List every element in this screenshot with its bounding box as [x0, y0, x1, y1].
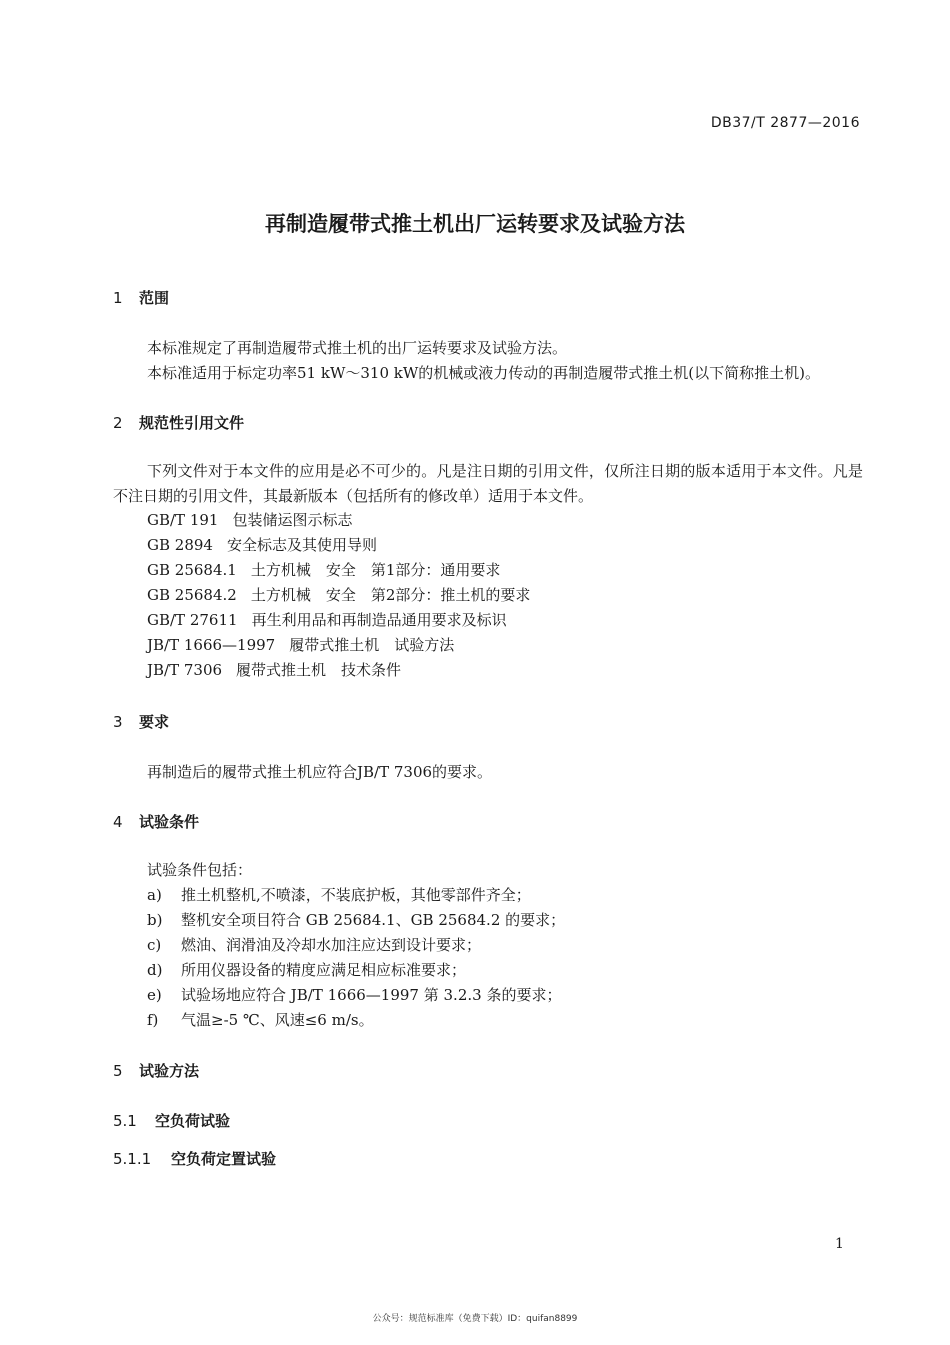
- reference-code: GB 25684.1: [147, 561, 237, 579]
- section-number: 4: [113, 813, 123, 831]
- reference-item: [147, 608, 530, 633]
- reference-code: GB/T 191: [147, 511, 219, 529]
- section-number: 1: [113, 289, 123, 307]
- section-5-1-1-heading: [113, 1148, 276, 1169]
- requirements-paragraph: 再制造后的履带式推土机应符合JB/T 7306的要求。: [147, 763, 493, 781]
- section-title: 要求: [139, 713, 170, 731]
- condition-text: 所用仪器设备的精度应满足相应标准要求；: [181, 961, 467, 979]
- section-title: 试验条件: [139, 813, 200, 831]
- reference-item: [147, 658, 530, 683]
- conditions-list: [147, 883, 565, 1033]
- reference-item: [147, 533, 530, 558]
- footer-note: 公众号：规范标准库（免费下载）ID：quifan8899: [372, 1314, 578, 1324]
- reference-item: [147, 633, 530, 658]
- reference-title: 包装储运图示标志: [232, 511, 353, 529]
- section-5-heading: [113, 1060, 199, 1081]
- reference-item: [147, 583, 530, 608]
- section-5-1-heading: [113, 1110, 230, 1131]
- scope-paragraph-2: 本标准适用于标定功率51 kW～310 kW的机械或液力传动的再制造履带式推土机(以下简称推土机)。: [147, 364, 820, 382]
- section-title: 空负荷试验: [155, 1112, 231, 1130]
- reference-code: JB/T 1666—1997: [147, 636, 276, 654]
- condition-item: [147, 908, 565, 933]
- condition-text: 整机安全项目符合 GB 25684.1、GB 25684.2 的要求；: [181, 911, 566, 929]
- reference-item: [147, 558, 530, 583]
- condition-marker: b): [147, 911, 163, 929]
- section-4-heading: [113, 811, 199, 832]
- reference-title: 土方机械 安全 第1部分：通用要求: [250, 561, 501, 579]
- section-title: 空负荷定置试验: [171, 1150, 277, 1168]
- reference-code: GB 25684.2: [147, 586, 237, 604]
- condition-marker: e): [147, 986, 162, 1004]
- standard-number: DB37/T 2877—2016: [710, 115, 860, 131]
- section-3-heading: [113, 711, 169, 732]
- reference-code: GB/T 27611: [147, 611, 238, 629]
- condition-marker: f): [147, 1011, 159, 1029]
- section-number: 2: [113, 414, 123, 432]
- reference-item: [147, 508, 530, 533]
- reference-title: 再生利用品和再制造品通用要求及标识: [251, 611, 507, 629]
- condition-marker: d): [147, 961, 163, 979]
- reference-title: 土方机械 安全 第2部分：推土机的要求: [250, 586, 531, 604]
- references-intro: 下列文件对于本文件的应用是必不可少的。凡是注日期的引用文件，仅所注日期的版本适用于本文件。凡是不注日期的引用文件，其最新版本（包括所有的修改单）适用于本文件。: [113, 462, 863, 505]
- section-title: 试验方法: [139, 1062, 200, 1080]
- conditions-intro: 试验条件包括：: [147, 861, 253, 879]
- scope-paragraph-1: 本标准规定了再制造履带式推土机的出厂运转要求及试验方法。: [147, 339, 568, 357]
- condition-item: [147, 1008, 565, 1033]
- condition-marker: a): [147, 886, 162, 904]
- section-number: 3: [113, 713, 123, 731]
- condition-marker: c): [147, 936, 162, 954]
- section-title: 范围: [139, 289, 170, 307]
- section-title: 规范性引用文件: [139, 414, 245, 432]
- section-number: 5.1: [113, 1112, 137, 1130]
- condition-item: [147, 933, 565, 958]
- section-1-heading: [113, 287, 169, 308]
- condition-item: [147, 958, 565, 983]
- reference-list: [147, 508, 530, 683]
- condition-text: 试验场地应符合 JB/T 1666—1997 第 3.2.3 条的要求；: [181, 986, 562, 1004]
- section-number: 5: [113, 1062, 123, 1080]
- reference-title: 安全标志及其使用导则: [226, 536, 377, 554]
- page-number: 1: [835, 1236, 844, 1252]
- document-title: 再制造履带式推土机出厂运转要求及试验方法: [265, 212, 685, 236]
- reference-title: 履带式推土机 技术条件: [236, 661, 402, 679]
- section-2-heading: [113, 412, 244, 433]
- reference-title: 履带式推土机 试验方法: [289, 636, 455, 654]
- condition-item: [147, 983, 565, 1008]
- condition-item: [147, 883, 565, 908]
- section-number: 5.1.1: [113, 1150, 152, 1168]
- condition-text: 气温≥-5 ℃、风速≤6 m/s。: [181, 1011, 374, 1029]
- reference-code: GB 2894: [147, 536, 213, 554]
- condition-text: 燃油、润滑油及冷却水加注应达到设计要求；: [181, 936, 482, 954]
- condition-text: 推土机整机,不喷漆，不装底护板，其他零部件齐全；: [181, 886, 531, 904]
- reference-code: JB/T 7306: [147, 661, 223, 679]
